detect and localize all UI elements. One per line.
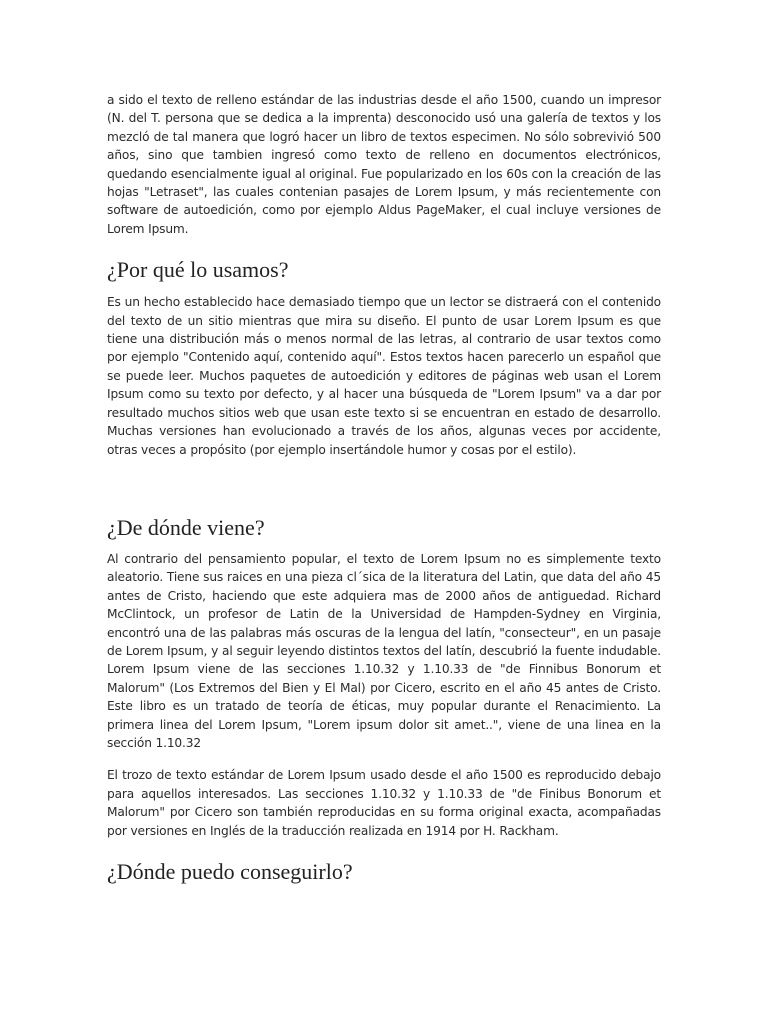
- heading-de-donde-viene: ¿De dónde viene?: [107, 514, 265, 540]
- paragraph-por-que-lo-usamos: Es un hecho establecido hace demasiado tiempo que un lector se distraerá con el contenido del texto de un sitio mientras que mira su diseño. El punto de usar Lorem Ipsum es que tiene una distribución más o menos normal de las letras, al contrario de usar textos como por ejemplo "Contenido aquí, contenido aquí". Estos textos hacen parecerlo un español que se puede leer. Muchos paquetes de autoedición y editores de páginas web usan el Lorem Ipsum como su texto por defecto, y al hacer una búsqueda de "Lorem Ipsum" va a dar por resultado muchos sitios web que usan este texto si se encuentran en estado de desarrollo. Muchas versiones han evolucionado a través de los años, algunas veces por accidente, otras veces a propósito (por ejemplo insertándole humor y cosas por el estilo).: [107, 295, 661, 457]
- document-page: [107, 88, 661, 885]
- heading-donde-puedo-conseguirlo: ¿Dónde puedo conseguirlo?: [107, 859, 353, 884]
- paragraph-de-donde-viene: Al contrario del pensamiento popular, el texto de Lorem Ipsum no es simplemente texto aleatorio. Tiene sus raices en una pieza cl´sica de la literatura del Latin, que data del año 45 antes de Cristo, haciendo que este adquiera mas de 2000 años de antiguedad. Richard McClintock, un profesor de Latin de la Universidad de Hampden-Sydney en Virginia, encontró una de las palabras más oscuras de la lengua del latín, "consecteur", en un pasaje de Lorem Ipsum, y al seguir leyendo distintos textos del latín, descubrió la fuente indudable. Lorem Ipsum viene de las secciones 1.10.32 y 1.10.33 de "de Finnibus Bonorum et Malorum" (Los Extremos del Bien y El Mal) por Cicero, escrito en el año 45 antes de Cristo. Este libro es un tratado de teoría de éticas, muy popular durante el Renacimiento. La primera linea del Lorem Ipsum, "Lorem ipsum dolor sit amet..", viene de una linea en la sección 1.10.32: [107, 551, 661, 750]
- paragraph-trozo-estandar: El trozo de texto estándar de Lorem Ipsum usado desde el año 1500 es reproducido debajo para aquellos interesados. Las secciones 1.10.32 y 1.10.33 de "de Finibus Bonorum et Malorum" por Cicero son también reproducidas en su forma original exacta, acompañadas por versiones en Inglés de la traducción realizada en 1914 por H. Rackham.: [107, 768, 661, 838]
- paragraph-intro: a sido el texto de relleno estándar de las industrias desde el año 1500, cuando un impresor (N. del T. persona que se dedica a la imprenta) desconocido usó una galería de textos y los mezcló de tal manera que logró hacer un libro de textos especimen. No sólo sobrevivió 500 años, sino que tambien ingresó como texto de relleno en documentos electrónicos, quedando esencialmente igual al original. Fue popularizado en los 60s con la creación de las hojas "Letraset", las cuales contenian pasajes de Lorem Ipsum, y más recientemente con software de autoedición, como por ejemplo Aldus PageMaker, el cual incluye versiones de Lorem Ipsum.: [107, 93, 661, 236]
- heading-por-que-lo-usamos: ¿Por qué lo usamos?: [107, 257, 289, 283]
